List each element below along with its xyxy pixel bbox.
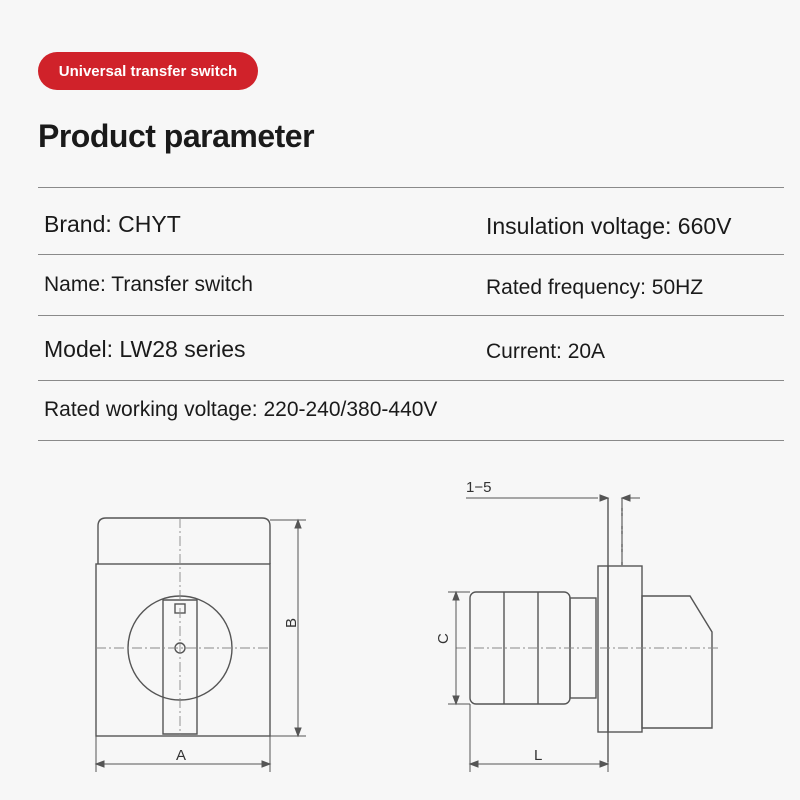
param-model: Model: LW28 series <box>44 336 246 362</box>
front-plate <box>608 566 642 732</box>
param-current: Current: 20A <box>486 340 606 363</box>
handle-side <box>642 596 712 728</box>
dimension-range-label: 1−5 <box>466 479 492 496</box>
page-title: Product parameter <box>38 118 315 154</box>
dimension-c-label: C <box>435 633 452 644</box>
category-badge: Universal transfer switch <box>38 52 258 90</box>
param-name: Name: Transfer switch <box>44 273 253 296</box>
dimension-drawing <box>0 460 800 800</box>
dimension-a-label: A <box>176 747 187 764</box>
param-brand: Brand: CHYT <box>44 211 181 237</box>
param-insulation-voltage: Insulation voltage: 660V <box>486 213 732 239</box>
param-rated-working-voltage: Rated working voltage: 220-240/380-440V <box>44 398 438 421</box>
divider <box>38 440 784 441</box>
switch-body-front <box>96 564 270 736</box>
handle-tab <box>98 518 270 564</box>
divider <box>38 380 784 381</box>
divider <box>38 254 784 255</box>
dimension-b-label: B <box>283 617 300 628</box>
dimension-l-label: L <box>534 747 543 764</box>
divider <box>38 315 784 316</box>
mounting-plate <box>598 566 608 732</box>
param-rated-frequency: Rated frequency: 50HZ <box>486 276 704 299</box>
divider <box>38 187 784 188</box>
